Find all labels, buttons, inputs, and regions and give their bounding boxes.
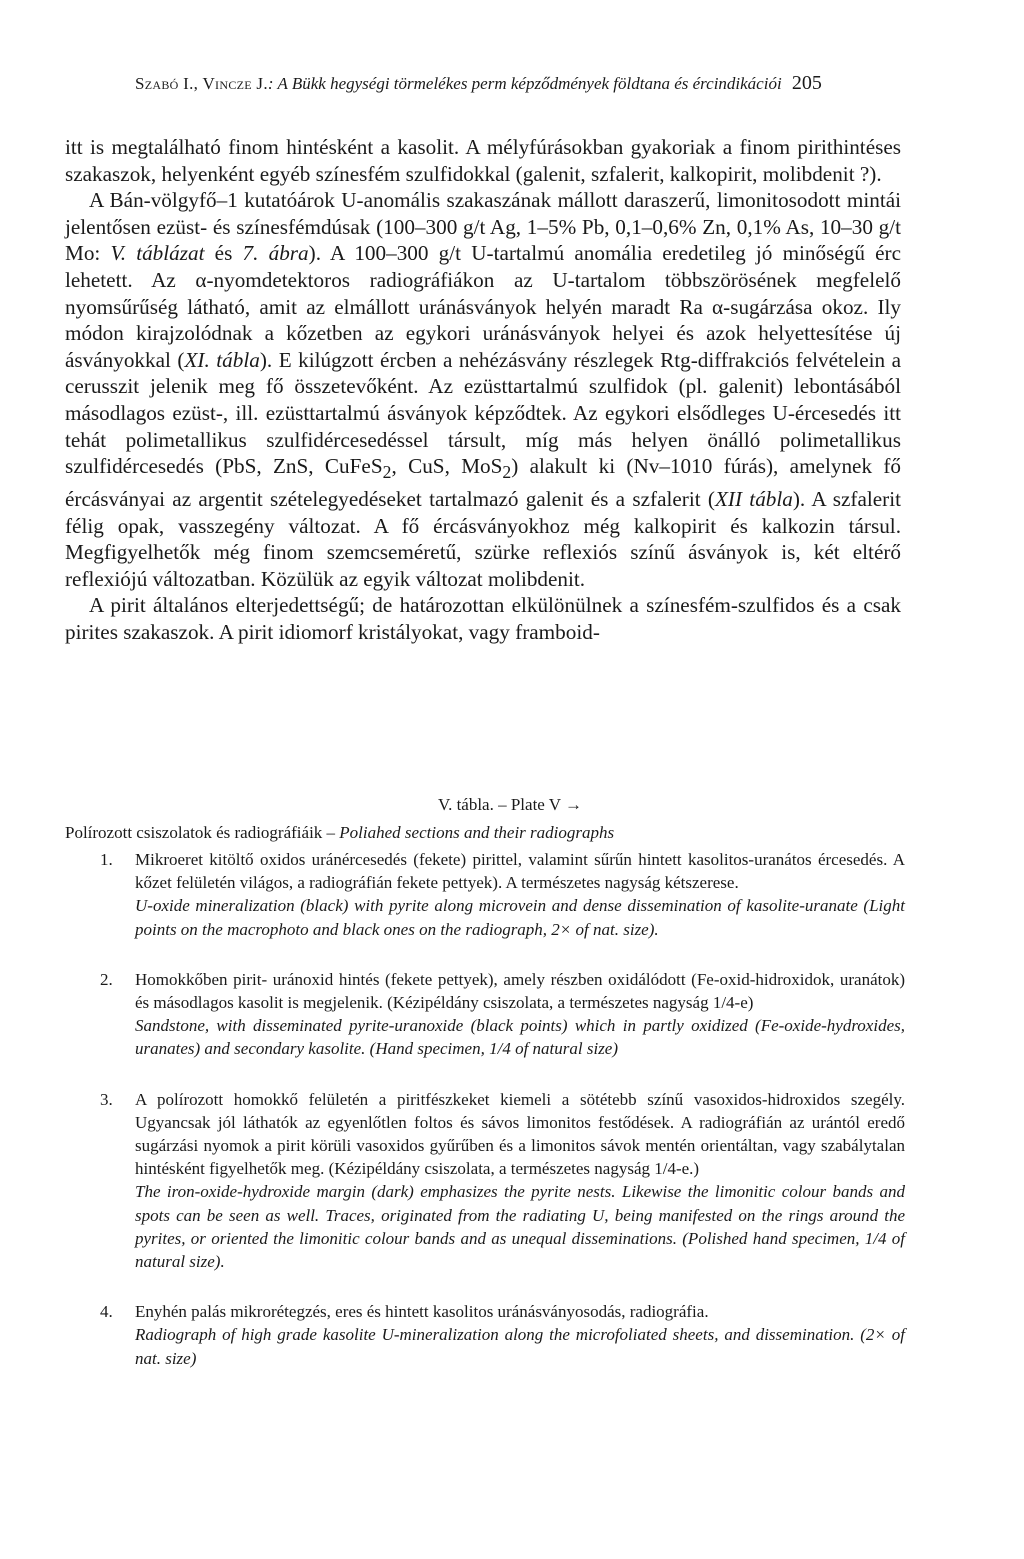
item-number: 1. <box>100 850 113 869</box>
paragraph-2-text: A Bán-völgyfő–1 kutatóárok U-anomális szakaszának mállott daraszerű, limonitosodott mintái jelentősen ezüst- és színesfémdúsak (100–300 g/t Ag, 1–5% Pb, 0,1–0,6% Zn, 0,1% As, 10–30 g/t Mo: <box>65 188 901 266</box>
item-description-hu: Mikroeret kitöltő oxidos uránércesedés (fekete) pirittel, valamint sűrűn hintett kasolitos-uranátos ércesedés. A kőzet felületén világos, a radiográfián fekete pettyek). A természetes nagyság kétszerese. <box>135 850 905 893</box>
header-title: A Bükk hegységi törmelékes perm képződmények földtana és ércindikációi <box>277 74 782 93</box>
plate-caption-hu: Polírozott csiszolatok és radiográfiáik – <box>65 823 340 842</box>
plate-item <box>100 1300 905 1370</box>
plate-items <box>100 848 905 1370</box>
item-description-en: The iron-oxide-hydroxide margin (dark) emphasizes the pyrite nests. Likewise the limonitic colour bands and spots can be seen as well. Traces, originated from the radiating U, being manifested on the rings around the pyrites, or oriented the limonitic colour bands and as unequal disseminations. (Polished hand specimen, 1/4 of natural size). <box>135 1182 905 1272</box>
paragraph-2-text: ). E kilúgzott ércben a nehézásvány részlegek Rtg-diffrakciós felvételein a cerusszit jelenik meg fő összetevőként. Az ezüsttartalmú szulfidok (pl. galenit) lebontásából másodlagos ezüst-, ill. ezüsttartalmú ásványok képződtek. Az egykori elsődleges U-ércesedés itt tehát polimetallikus szulfidércesedéssel társult, míg más helyen önálló polimetallikus szulfidércesedés (PbS, ZnS, CuFeS <box>65 347 901 479</box>
subscript: 2 <box>502 462 512 483</box>
paragraph-2-text: ) alakult ki (Nv–1010 fúrás), amelynek fő ércásványai az argentit szételegyedéseket tartalmazó galenit és a szfalerit ( <box>65 454 902 511</box>
item-description-hu: Enyhén palás mikrorétegzés, eres és hintett kasolitos uránásványosodás, radiográfia. <box>135 1302 709 1322</box>
plate-caption-en: Poliahed sections and their radiographs <box>339 823 615 842</box>
paragraph-3: A pirit általános elterjedettségű; de határozottan elkülönülnek a színesfém-szulfidos és a csak pirites szakaszok. A pirit idiomorf kristályokat, vagy framboid- <box>65 593 901 644</box>
paragraph-2 <box>65 187 901 592</box>
plate-item <box>100 848 905 941</box>
item-description-hu: Homokkőben pirit- uránoxid hintés (fekete pettyek), amely részben oxidálódott (Fe-oxid-hidroxidok, uranátok) és másodlagos kasolit is megjelenik. (Kézipéldány csiszolata, a természetes nagyság 1/4-e) <box>135 969 905 1013</box>
item-number: 2. <box>100 969 113 989</box>
paragraph-1: itt is megtalálható finom hintésként a kasolit. A mélyfúrásokban gyakoriak a finom pirithintéses szakaszok, helyenként egyéb színesfém szulfidokkal (galenit, szfalerit, kalkopirit, molibdenit ?). <box>65 135 901 186</box>
item-number: 3. <box>100 1089 113 1109</box>
item-description-en: Radiograph of high grade kasolite U-mineralization along the microfoliated sheets, and dissemination. (2× of nat. size) <box>135 1325 905 1368</box>
plate-item <box>100 968 905 1061</box>
page-number: 205 <box>791 72 822 94</box>
ref-plate-xi: XI. tábla <box>184 347 260 372</box>
item-description-en: U-oxide mineralization (black) with pyrite along microvein and dense dissemination of kasolite-uranate (Light points on the macrophoto and black ones on the radiograph, 2× of nat. size). <box>135 896 905 939</box>
plate-title: V. tábla. – Plate V → <box>437 795 583 814</box>
item-number: 4. <box>100 1302 113 1322</box>
plate-caption <box>65 823 905 843</box>
ref-plate-xii: XII tábla <box>714 486 793 511</box>
subscript: 2 <box>382 462 392 483</box>
paragraph-2-text: ). A 100–300 g/t U-tartalmú anomália eredetileg jó minőségű érc lehetett. Az α-nyomdetektoros radiográfiákon az U-tartalom többszörösének megfelelő nyomsűrűség látható, amit az elmállott uránásványok helyén maradt Ra α-sugárzása okoz. Ily módon kirajzolódnak a kőzetben az egykori uránásványok helyei és azok helyettesítése új ásványokkal ( <box>65 241 902 372</box>
ref-figure-7: 7. ábra <box>242 241 309 266</box>
header-colon: : <box>267 74 278 93</box>
plate-item <box>100 1088 905 1274</box>
body-text <box>65 134 901 646</box>
ref-table-v: V. táblázat <box>110 241 205 266</box>
paragraph-2-text: ). A szfalerit félig opak, vasszegény változat. A fő ércásványokhoz még kalkopirit és kalkozin társul. Megfigyelhetők még finom szemcseméretű, szürke reflexiós színű ásványok is, két eltérő reflexiójú változatban. Közülük az egyik változat molibdenit. <box>65 486 901 591</box>
item-description-en: Sandstone, with disseminated pyrite-uranoxide (black points) which in partly oxidized (Fe-oxide-hydroxides, uranates) and secondary kasolite. (Hand specimen, 1/4 of natural size) <box>135 1016 905 1059</box>
header-authors: Szabó I., Vincze J. <box>135 74 268 93</box>
paragraph-2-text: , CuS, MoS <box>391 454 503 479</box>
paragraph-2-text: és <box>204 241 243 266</box>
running-header <box>135 72 885 96</box>
item-description-hu: A polírozott homokkő felületén a piritfészkeket kiemeli a sötétebb színű vasoxidos-hidroxidos szegély. Ugyancsak jól láthatók az egyenlőtlen foltos és sávos limonitos festődések. A radiográfián az urántól eredő sugárzási nyomok a pirit körüli vasoxidos gyűrűben és a limonitos sávok mentén orientáltan, vagy szabálytalan hintésként figyelhetők meg. (Kézipéldány csiszolata, a természetes nagyság 1/4-e.) <box>135 1089 905 1179</box>
